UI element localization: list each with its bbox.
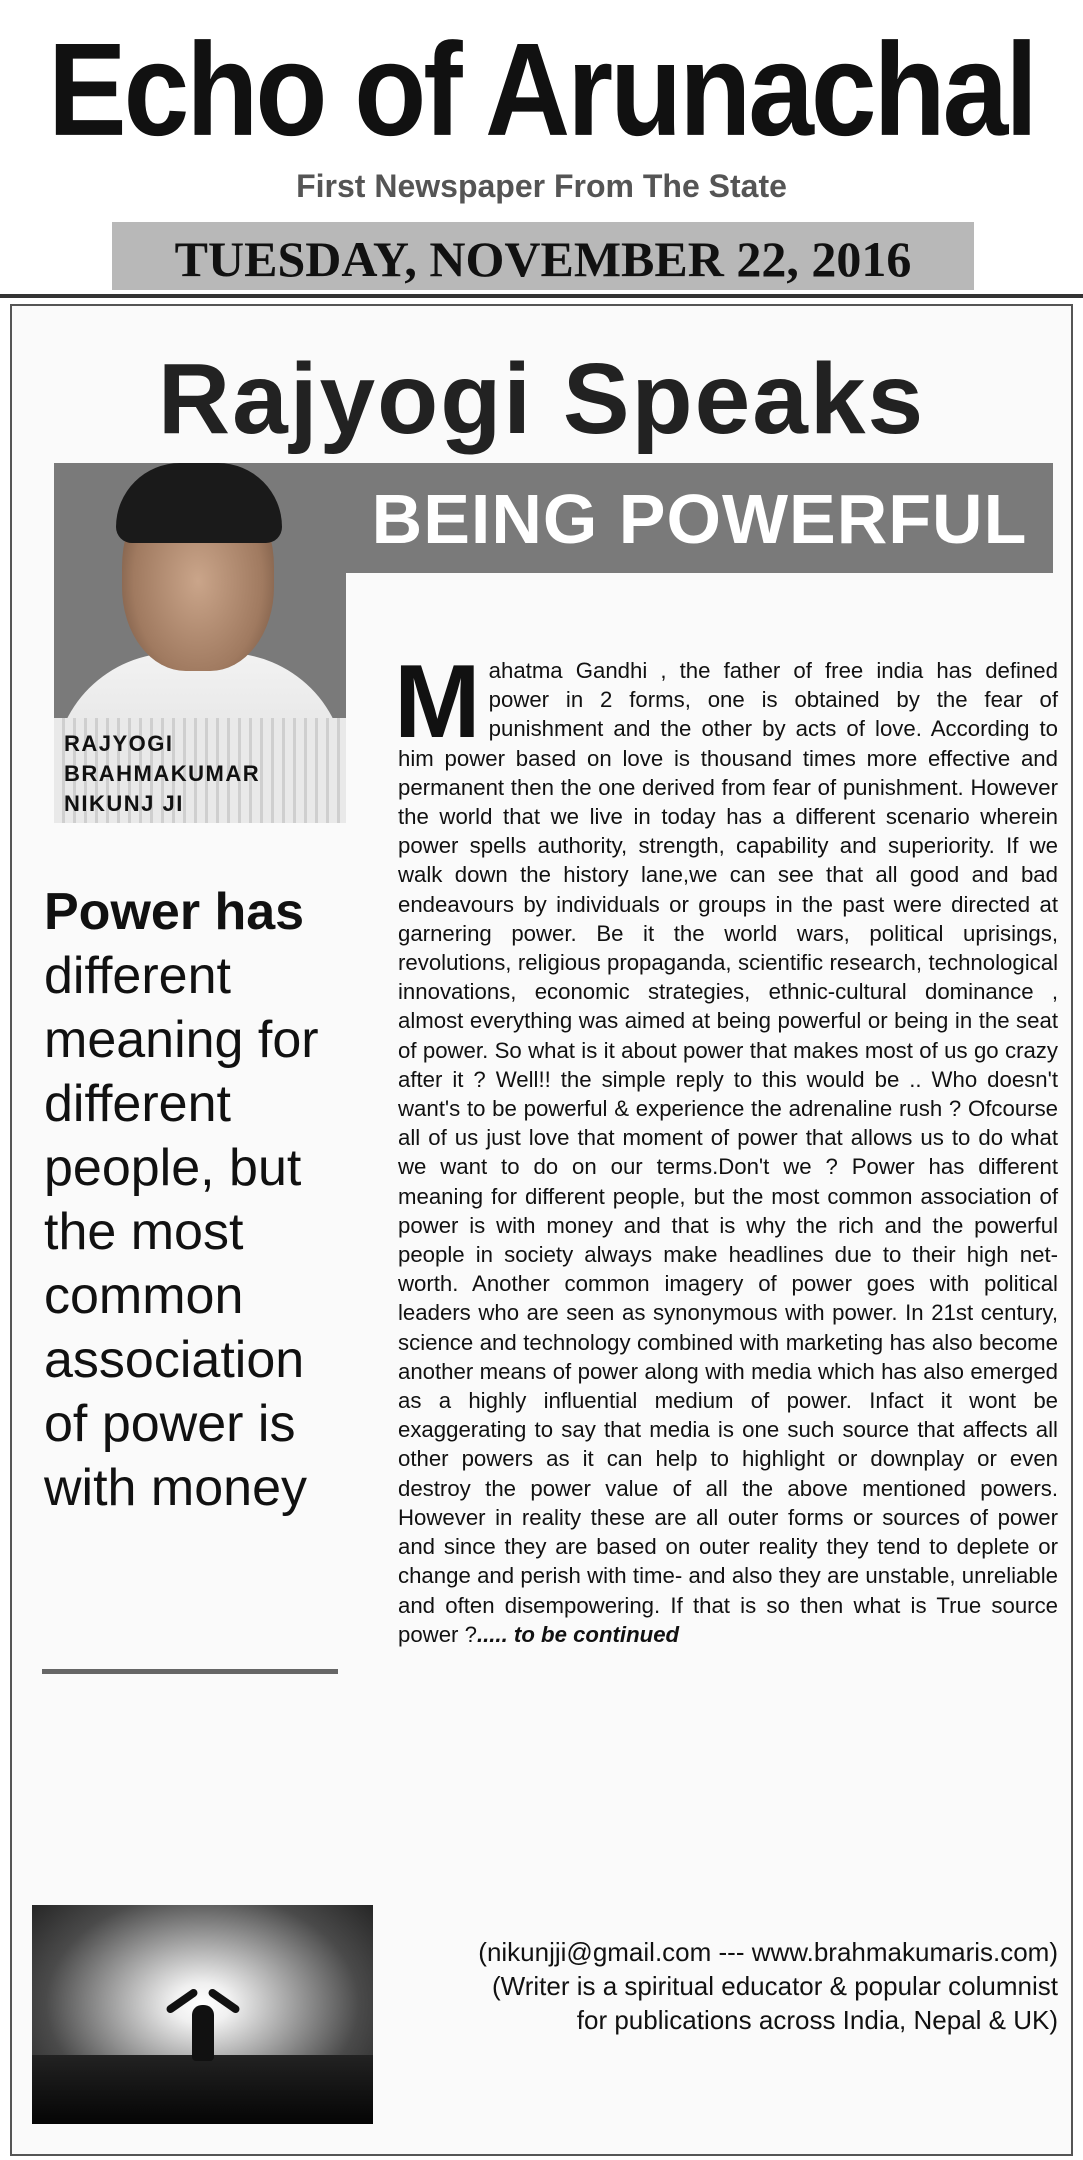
photo-ground xyxy=(32,2055,373,2124)
issue-date: TUESDAY, NOVEMBER 22, 2016 xyxy=(174,231,912,287)
pull-quote xyxy=(44,880,354,1520)
article-body-text: ahatma Gandhi , the father of free india has defined power in 2 forms, one is obtained by the fear of punishment and the other by acts of love. According to him power based on love is thousand times more effective and permanent then the one derived from fear of punishment. However the world that we live in today has a different scenario wherein power spells authority, strength, capability and superiority. If we walk down the history lane,we can see that all good and bad endeavours by individuals or groups in the past were directed at garnering power. Be it the world wars, political uprisings, revolutions, religious propaganda, scientific research, technological innovations, economic strategies, ethnic-cultural dominance , almost everything was aimed at being powerful or being in the seat of power. So what is it about power that makes most of us go crazy after it ? Well!! the simple reply to this would be .. Who doesn't want's to be powerful & experience the adrenaline rush ? Ofcourse all of us just love that moment of power that allows us to do what we want to do on our terms.Don't we ? Power has different meaning for different people, but the most common association of power is with money and that is why the rich and the powerful people in society always make headlines due to their high net-worth. Another common imagery of power goes with political leaders who are seen as synonymous with power. In 21st century, science and technology combined with marketing has also become another means of power along with media which has also emerged as a highly influential medium of power. Infact it wont be exaggerating to say that media is one such source that affects all other powers as it can help to highlight or downplay or even destroy the power value of all the above mentioned powers. However in reality these are all outer forms or sources of power and since they are based on outer reality they tend to deplete or change and perish with time- and also they are unstable, unreliable and often disempowering. If that is so then what is True source power ? xyxy=(398,658,1058,1647)
newspaper-name: Echo of Arunachal xyxy=(47,16,1036,164)
author-portrait xyxy=(54,463,346,823)
to-be-continued: ..... to be continued xyxy=(476,1621,680,1647)
pull-quote-divider xyxy=(42,1669,338,1674)
author-bio-line-2: for publications across India, Nepal & UK) xyxy=(576,2005,1058,2035)
sunrise-photo xyxy=(32,1905,373,2124)
portrait-hair xyxy=(116,463,282,543)
photo-figure-silhouette xyxy=(192,2005,214,2061)
article-headline: BEING POWERFUL xyxy=(371,480,1028,558)
masthead xyxy=(0,0,1083,290)
pull-quote-lead: Power has xyxy=(44,883,305,941)
date-bar xyxy=(112,222,974,290)
author-name: RAJYOGI BRAHMAKUMAR NIKUNJ JI xyxy=(64,731,261,816)
drop-cap: M xyxy=(394,644,481,760)
pull-quote-text: different meaning for different people, but the most common association of power is with money xyxy=(44,947,319,1517)
headline-bar xyxy=(346,463,1053,573)
newspaper-tagline: First Newspaper From The State xyxy=(296,168,787,204)
article-footer xyxy=(370,1935,1058,2037)
masthead-divider xyxy=(0,294,1083,298)
column-title: Rajyogi Speaks xyxy=(157,343,926,455)
article-body xyxy=(394,644,1058,1649)
author-bio-line-1: (Writer is a spiritual educator & popular columnist xyxy=(492,1971,1058,2001)
author-contact: (nikunjji@gmail.com --- www.brahmakumaris.com) xyxy=(478,1937,1058,1967)
